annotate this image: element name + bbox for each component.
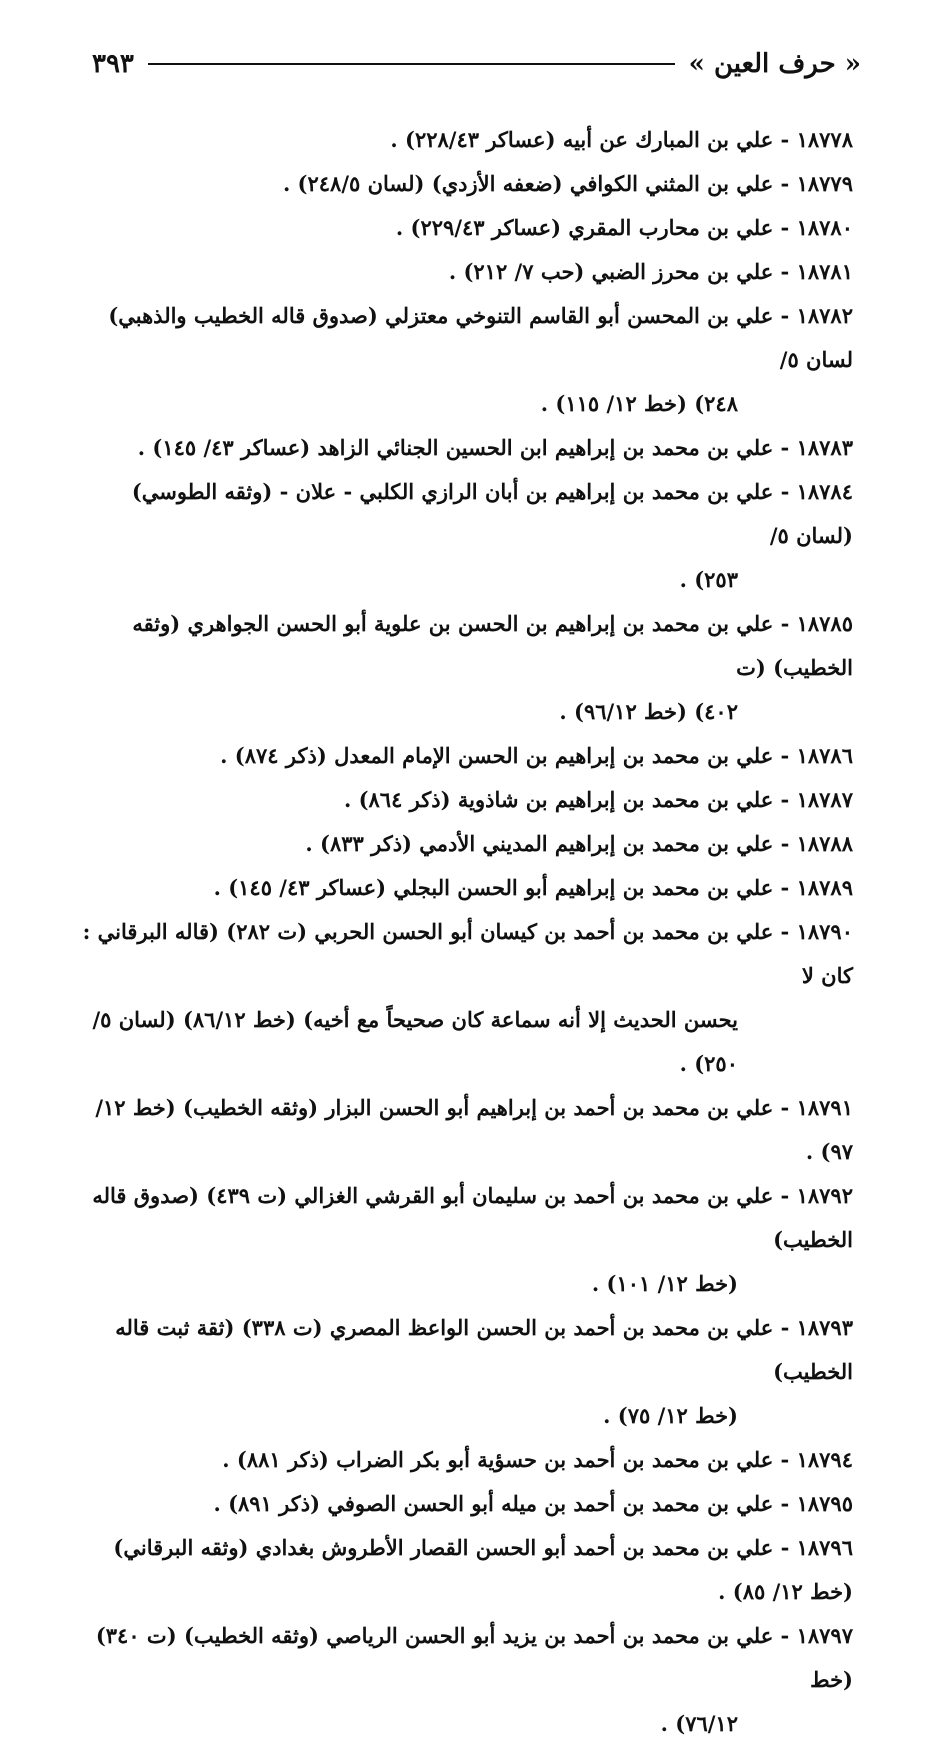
entry-18790 xyxy=(80,910,853,1086)
page-number: ٣٩٣ xyxy=(92,49,134,79)
entry-text: - علي بن محرز الضبي (حب ٧/ ٢١٢) . xyxy=(448,259,797,284)
entry-number: ١٨٧٩٦ xyxy=(796,1535,853,1560)
entry-number: ١٨٧٨٧ xyxy=(796,787,853,812)
entry-text: - علي بن محمد بن إبراهيم بن أبان الرازي الكلبي - علان - (وثقه الطوسي) (لسان ٥/ xyxy=(131,479,853,548)
entry-text: - علي بن محمد بن أحمد بن إبراهيم أبو الحسن البزار (وثقه الخطيب) (خط ١٢/ ٩٧) . xyxy=(95,1095,853,1164)
entry-18786 xyxy=(80,734,853,778)
entry-number: ١٨٧٨٦ xyxy=(796,743,853,768)
entry-18785 xyxy=(80,602,853,734)
entry-text: - علي بن محمد بن إبراهيم المديني الأدمي (ذكر ٨٣٣) . xyxy=(305,831,797,856)
entry-continuation: ٢٤٨) (خط ١٢/ ١١٥) . xyxy=(540,391,738,416)
entry-number: ١٨٧٨٢ xyxy=(796,303,853,328)
entry-continuation: (خط ١٢/ ١٠١) . xyxy=(591,1271,738,1296)
entry-18782 xyxy=(80,294,853,426)
chapter-title: « حرف العين » xyxy=(688,49,861,79)
entry-text: - علي بن المبارك عن أبيه (عساكر ٢٢٨/٤٣) . xyxy=(390,127,797,152)
entry-18781 xyxy=(80,250,853,294)
entry-18789 xyxy=(80,866,853,910)
entry-18793 xyxy=(80,1306,853,1438)
entry-text: - علي بن المحسن أبو القاسم التنوخي معتزلي (صدوق قاله الخطيب والذهبي) لسان ٥/ xyxy=(108,303,853,372)
entry-number: ١٨٧٩٠ xyxy=(796,919,853,944)
entry-text: - علي بن محمد بن إبراهيم بن الحسن الإمام المعدل (ذكر ٨٧٤) . xyxy=(220,743,797,768)
header-rule xyxy=(148,63,675,65)
entry-text: - علي بن محمد بن إبراهيم أبو الحسن البجلي (عساكر ٤٣/ ١٤٥) . xyxy=(213,875,797,900)
entry-continuation: ٤٠٢) (خط ٩٦/١٢) . xyxy=(559,699,738,724)
entries-list xyxy=(80,118,853,1746)
entry-number: ١٨٧٩٢ xyxy=(796,1183,853,1208)
entry-text: - علي بن المثني الكوافي (ضعفه الأزدي) (لسان ٢٤٨/٥) . xyxy=(282,171,797,196)
entry-text: - علي بن محمد بن أحمد بن حسؤية أبو بكر الضراب (ذكر ٨٨١) . xyxy=(222,1447,797,1472)
entry-text: - علي بن محمد بن أحمد بن يزيد أبو الحسن الرياصي (وثقه الخطيب) (ت ٣٤٠) (خط xyxy=(95,1623,853,1692)
entry-18792 xyxy=(80,1174,853,1306)
entry-18780 xyxy=(80,206,853,250)
entry-18783 xyxy=(80,426,853,470)
entry-continuation: ٧٦/١٢) . xyxy=(660,1711,738,1736)
entry-number: ١٨٧٩٧ xyxy=(796,1623,853,1648)
entry-text: - علي بن محمد بن إبراهيم ابن الحسين الجنائي الزاهد (عساكر ٤٣/ ١٤٥) . xyxy=(137,435,797,460)
entry-number: ١٨٧٨٩ xyxy=(796,875,853,900)
entry-continuation: يحسن الحديث إلا أنه سماعة كان صحيحاً مع أخيه) (خط ٨٦/١٢) (لسان ٥/ ٢٥٠) . xyxy=(92,1007,738,1076)
entry-number: ١٨٧٨٨ xyxy=(796,831,853,856)
entry-18787 xyxy=(80,778,853,822)
entry-18797 xyxy=(80,1614,853,1746)
page-header xyxy=(92,44,861,84)
entry-18796 xyxy=(80,1526,853,1614)
entry-18784 xyxy=(80,470,853,602)
entry-number: ١٨٧٩٤ xyxy=(796,1447,853,1472)
entry-text: - علي بن محمد بن إبراهيم بن شاذوية (ذكر ٨٦٤) . xyxy=(343,787,797,812)
entry-18791 xyxy=(80,1086,853,1174)
entry-number: ١٨٧٩٣ xyxy=(796,1315,853,1340)
entry-number: ١٨٧٩١ xyxy=(796,1095,853,1120)
entry-18794 xyxy=(80,1438,853,1482)
entry-number: ١٨٧٨٠ xyxy=(796,215,853,240)
entry-number: ١٨٧٨٤ xyxy=(796,479,853,504)
entry-text: - علي بن محارب المقري (عساكر ٢٢٩/٤٣) . xyxy=(395,215,797,240)
entry-continuation: ٢٥٣) . xyxy=(679,567,738,592)
entry-text: - علي بن محمد بن أحمد بن ميله أبو الحسن الصوفي (ذكر ٨٩١) . xyxy=(213,1491,797,1516)
entry-continuation: (خط ١٢/ ٧٥) . xyxy=(603,1403,738,1428)
entry-number: ١٨٧٧٨ xyxy=(796,127,853,152)
entry-number: ١٨٧٨١ xyxy=(796,259,853,284)
entry-text: - علي بن محمد بن أحمد أبو الحسن القصار الأطروش بغدادي (وثقه البرقاني) (خط ١٢/ ٨٥) . xyxy=(113,1535,853,1604)
entry-18779 xyxy=(80,162,853,206)
entry-text: - علي بن محمد بن أحمد بن كيسان أبو الحسن الحربي (ت ٢٨٢) (قاله البرقاني : كان لا xyxy=(82,919,853,988)
entry-18788 xyxy=(80,822,853,866)
entry-number: ١٨٧٨٥ xyxy=(796,611,853,636)
entry-18795 xyxy=(80,1482,853,1526)
entry-number: ١٨٧٧٩ xyxy=(796,171,853,196)
entry-number: ١٨٧٨٣ xyxy=(796,435,853,460)
entry-18778 xyxy=(80,118,853,162)
entry-number: ١٨٧٩٥ xyxy=(796,1491,853,1516)
entry-text: - علي بن محمد بن أحمد بن الحسن الواعظ المصري (ت ٣٣٨) (ثقة ثبت قاله الخطيب) xyxy=(115,1315,853,1384)
entry-text: - علي بن محمد بن إبراهيم بن الحسن بن علوية أبو الحسن الجواهري (وثقه الخطيب) (ت xyxy=(132,611,853,680)
entry-text: - علي بن محمد بن أحمد بن سليمان أبو القرشي الغزالي (ت ٤٣٩) (صدوق قاله الخطيب) xyxy=(92,1183,853,1252)
